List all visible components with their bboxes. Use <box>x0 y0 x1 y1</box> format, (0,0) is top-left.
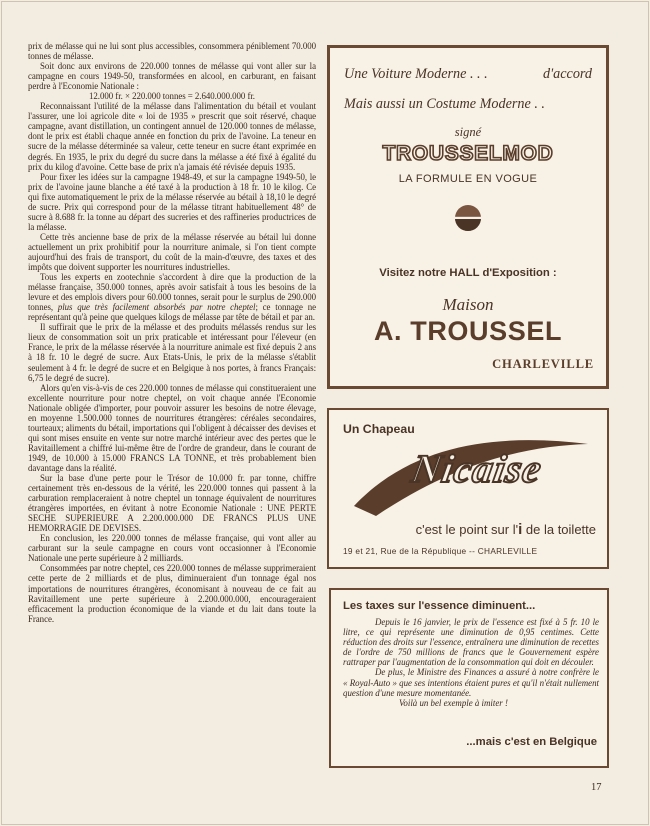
ad-address: 19 et 21, Rue de la République -- CHARLEVILLE <box>343 546 538 556</box>
ad-company-name: A. TROUSSEL <box>373 316 563 346</box>
article-emphasis: plus que très facilement absorbés par notre cheptel <box>57 302 256 313</box>
article-paragraph: Soit donc aux environs de 220.000 tonnes de mélasse qui vont aller sur la campagne en cours 1949-50, transformées en alcool, en carburant, en faisant perdre à l'Economie Nationale : <box>28 61 316 92</box>
box-paragraph: Voilà un bel exemple à imiter ! <box>399 697 508 708</box>
article-paragraph: Reconnaissant l'utilité de la mélasse dans l'alimentation du bétail et voulant l'assurer, une loi agricole dite « loi de 1935 » prescrit que soit réservé, chaque campagne, avant distillation, un contingent annuel de 120.000 tonnes de mélasse, dont le prix est établi chaque année en fonction du prix de l'avoine. La teneur en sucre de la mélasse déterminée sa valeur, cette teneur en sucre étant exprimée en degrés. En 1935, le prix du degré du sucre dans la mélasse a été fixé à égalité du prix du kilog d'avoine. Cette base de prix n'a jamais été révisée depuis 1935. <box>28 101 316 172</box>
essence-taxes-box <box>329 588 609 768</box>
page-number: 17 <box>591 782 602 793</box>
slogan-i: i <box>518 521 523 538</box>
button-emblem-icon <box>454 204 482 232</box>
article-paragraph: En conclusion, les 220.000 tonnes de mélasse française, qui vont aller au carburant sur la seule campagne en cours vont occasionner à l'Economie Nationale une perte supérieure à 2 milliards. <box>28 533 316 564</box>
article-text: ; ce tonnage ne représentant qu'à peine que quelques kilogs de mélasse par tête de bétail et par an. <box>28 302 317 323</box>
ad-city: CHARLEVILLE <box>492 357 594 371</box>
article-calculation: 12.000 fr. × 220.000 tonnes = 2.640.000.000 fr. <box>89 91 255 102</box>
box-footer: ...mais c'est en Belgique <box>466 736 597 748</box>
article-column <box>28 41 316 624</box>
ad-line-costume: Mais aussi un Costume Moderne . . <box>344 96 545 112</box>
article-paragraph: Alors qu'en vis-à-vis de ces 220.000 tonnes de mélasse qui constitueraient une excellente nourriture pour notre cheptel, on voit chaque année l'Economie Nationale obligée d'importer, pour pouvoir assurer les besoins de notre élevage, en moyenne 1.500.000 tonnes de nourritures étrangères: céréales secondaires, tourteaux; aliments du bétail, importations qui l'obligent à décaisser des devises et qui sont mises ensuite en vente sur notre marché intérieur avec des pertes que le Ravitaillement a chiffré lui-même être de l'ordre de grandeur, dans le courant de 1949, de 10.000 à 15.000 FRANCS LA TONNE, et très probablement bien davantage dans la réalité. <box>28 382 316 473</box>
box-paragraph: De plus, le Ministre des Finances a assuré à notre confrère le « Royal-Auto » que ses intentions étaient pures et qu'il n'était nullement question d'une mesure momentanée. <box>343 667 599 698</box>
trousselmod-ad <box>327 45 609 389</box>
ad-intro: Un Chapeau <box>343 422 415 436</box>
box-headline: Les taxes sur l'essence diminuent... <box>343 600 536 612</box>
ad-tagline: LA FORMULE EN VOGUE <box>398 173 538 185</box>
article-paragraph: Cette très ancienne base de prix de la mélasse réservée au bétail lui donne actuellement un prix prohibitif pour la nourriture animale, si l'on tient compte aujourd'hui des frais de transport, du coût de la main-d'œuvre, des taxes et des impôts que doivent supporter les nourritures industrielles. <box>28 231 316 273</box>
ad-line-accord: d'accord <box>543 66 592 82</box>
article-text: Tous les experts en zootechnie s'accordent à dire que la production de la mélasse française, 350.000 tonnes, après avoir satisfait à tous les besoins de la levure et des emplois divers pour 60.000 tonnes, serait pour le surplus de 290.000 tonnes, <box>28 272 316 313</box>
ad-maison: Maison <box>442 295 494 314</box>
article-paragraph: Consommées par notre cheptel, ces 220.000 tonnes de mélasse supprimeraient cette perte de 2 milliards et de plus, diminueraient d'un tonnage égal nos importations de nourritures étrangères, économisant à nouveau de ce fait au Ravitaillement une perte supérieure à 2.200.000.000, encourageraient efficacement la production économique de la viande et du lait dans toute la France. <box>28 563 316 624</box>
article-paragraph: Il suffirait que le prix de la mélasse et des produits mélassés rendus sur les lieux de consommation soit un prix praticable et intéressant pour l'éleveur (en France, le prix de la mélasse réservée à la nourriture animale est fixé depuis 2 ans à 18 fr. 10 le degré de sucre. Aux Etats-Unis, le prix de la mélasse s'établit seulement à 4 fr. le degré de sucre et en Belgique à nos portes, à francs Français: 6,75 le degré de sucre). <box>28 322 316 383</box>
article-paragraph: Sur la base d'une perte pour le Trésor de 10.000 fr. par tonne, chiffre certainement très en-dessous de la vérité, les 220.000 tonnes qui passent à la carburation remplaceraient à notre cheptel un tonnage équivalent de nourritures étrangères importées, en évitant à notre Economie Nationale : UNE PERTE SECHE SUPERIEURE A 2.200.000.000 DE FRANCS PLUS UNE HEMORRAGIE DE DEVISES. <box>28 473 316 534</box>
ad-line-voiture: Une Voiture Moderne . . . <box>344 66 488 82</box>
box-body <box>343 617 599 708</box>
ad-slogan <box>416 521 596 538</box>
ad-signe: signé <box>454 125 482 139</box>
nicaise-logo: Nicaise <box>408 446 546 491</box>
article-paragraph: Pour fixer les idées sur la campagne 1948-49, et sur la campagne 1949-50, le prix de l'avoine jaune blanche a été taxé à la production à 18 fr. 10 le kilog. Ce qui fixe automatiquement le prix de la mélasse réservée au bétail à 18,10 le degré de sucre. Prix qui correspond pour de la mélasse titrant habituellement 48° de sucre à 8.688 fr. la tonne au départ des sucreries et des raffineries productrices de la mélasse. <box>28 171 316 232</box>
article-paragraph: prix de mélasse qui ne lui sont plus accessibles, consommera péniblement 70.000 tonnes de mélasse. <box>28 41 316 62</box>
slogan-text: de la toilette <box>522 522 596 537</box>
trousselmod-logo: TROUSSELMOD <box>382 142 554 165</box>
box-paragraph: Depuis le 16 janvier, le prix de l'essence est fixé à 5 fr. 10 le litre, ce qui représente une diminution de 0,95 centimes. Cette réduction des droits sur l'essence, entraînera une diminution de recettes de l'ordre de 750 millions de francs que le Gouvernement espère rattraper par l'augmentation de la consommation qui doit en découler. <box>343 617 599 668</box>
ad-hall: Visitez notre HALL d'Exposition : <box>379 267 557 279</box>
slogan-text: c'est le point sur l' <box>415 522 519 537</box>
nicaise-ad <box>327 408 609 569</box>
article-paragraph <box>28 272 316 322</box>
